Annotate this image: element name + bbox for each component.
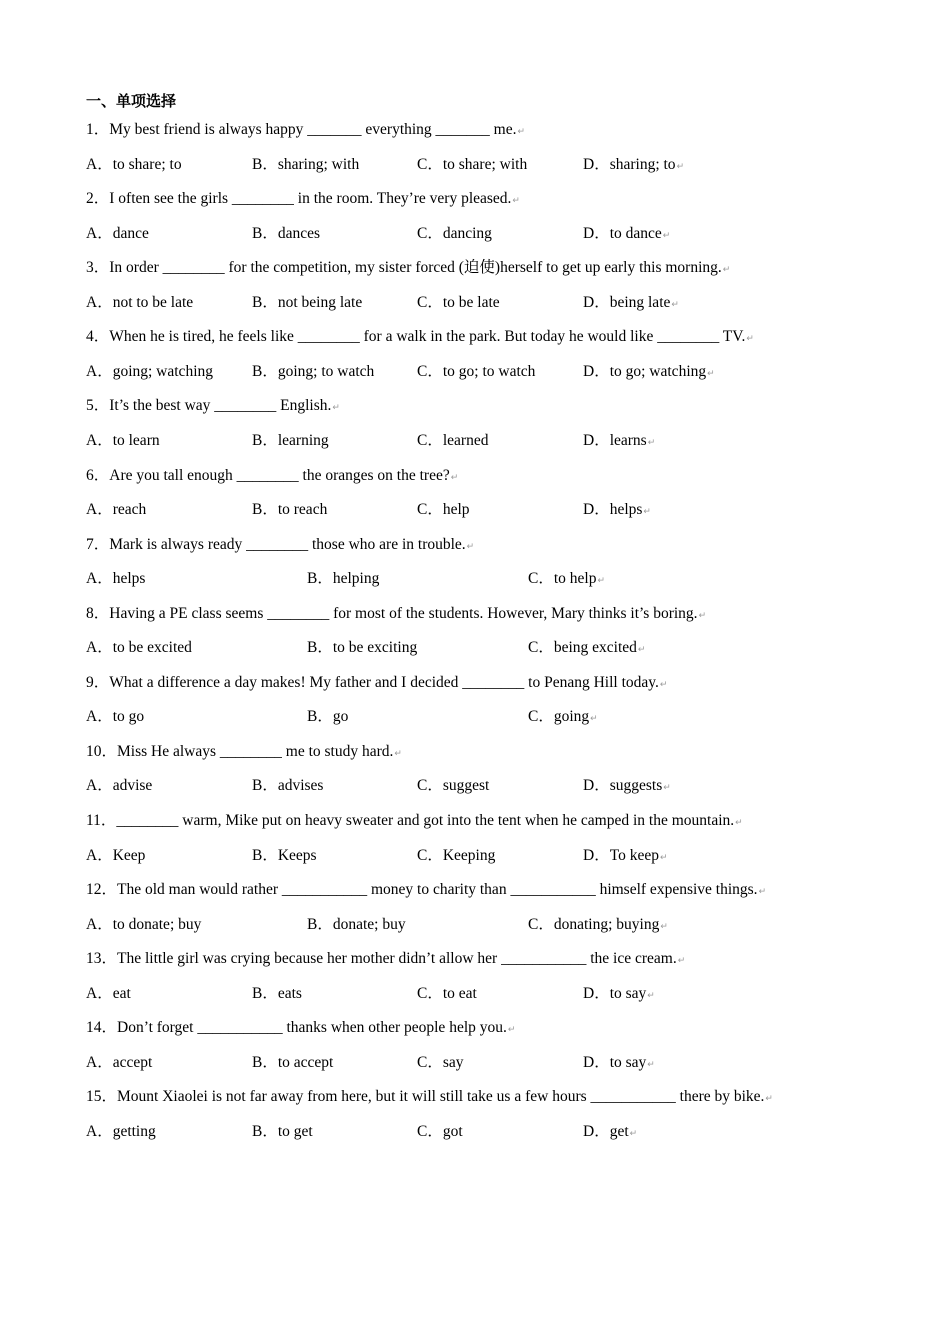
answer-option xyxy=(252,843,317,865)
paragraph-mark-icon: ↵ xyxy=(512,195,520,206)
option-text: B．to get xyxy=(252,1122,313,1140)
question-stem xyxy=(86,877,766,899)
option-text: D．to dance xyxy=(583,224,662,242)
option-text: D．to say xyxy=(583,984,647,1002)
option-text: B．to accept xyxy=(252,1053,334,1071)
question-text: 12．The old man would rather ___________ money to charity than ___________ himself expensive things. xyxy=(86,881,758,899)
paragraph-mark-icon: ↵ xyxy=(643,506,651,516)
question-text: 4．When he is tired, he feels like ________ for a walk in the park. But today he would like ________ TV. xyxy=(86,328,746,346)
question-text: 7．Mark is always ready ________ those who are in trouble. xyxy=(86,535,466,553)
answer-option xyxy=(252,1050,333,1072)
answer-option xyxy=(86,566,145,588)
paragraph-mark-icon: ↵ xyxy=(647,1058,655,1069)
option-text: C．to be late xyxy=(417,293,500,311)
answer-option xyxy=(252,290,362,312)
answer-option xyxy=(86,912,201,934)
answer-option xyxy=(583,1119,637,1141)
answer-option xyxy=(86,1050,152,1072)
option-text: A．to go xyxy=(86,708,145,726)
question-stem xyxy=(86,255,730,277)
answer-option xyxy=(583,428,655,450)
paragraph-mark-icon: ↵ xyxy=(662,229,671,240)
answer-option xyxy=(252,497,327,519)
question-text: 6．Are you tall enough ________ the oranges on the tree? xyxy=(86,466,450,484)
question-text: 10．Miss He always ________ me to study hard. xyxy=(86,742,394,760)
option-text: C．Keeping xyxy=(417,846,496,864)
option-text: A．dance xyxy=(86,224,149,242)
question-stem xyxy=(86,601,706,623)
answer-option xyxy=(86,290,193,312)
option-text: C．to help xyxy=(528,570,597,588)
answer-option xyxy=(417,1119,463,1141)
paragraph-mark-icon: ↵ xyxy=(597,575,606,586)
question-stem xyxy=(86,324,754,346)
answer-option xyxy=(417,1050,464,1072)
question-stem xyxy=(86,1084,773,1106)
paragraph-mark-icon: ↵ xyxy=(507,1024,516,1035)
answer-option xyxy=(528,635,645,657)
paragraph-mark-icon: ↵ xyxy=(758,886,767,897)
answer-option xyxy=(417,152,527,174)
option-text: A．not to be late xyxy=(86,293,194,311)
paragraph-mark-icon: ↵ xyxy=(707,367,715,378)
option-text: A．Keep xyxy=(86,846,146,864)
answer-option xyxy=(583,497,651,519)
answer-option xyxy=(86,497,146,519)
option-text: C．dancing xyxy=(417,224,492,242)
option-text: A．to be excited xyxy=(86,639,192,657)
answer-option xyxy=(86,428,160,450)
option-text: A．reach xyxy=(86,501,147,518)
question-stem xyxy=(86,463,458,485)
question-text: 11．________ warm, Mike put on heavy sweater and got into the tent when he camped in the mountain. xyxy=(86,812,735,829)
option-text: C．to go; to watch xyxy=(417,362,536,380)
paragraph-mark-icon: ↵ xyxy=(590,713,598,724)
question-stem xyxy=(86,670,667,692)
option-text: D．suggests xyxy=(583,777,663,795)
option-text: D．To keep xyxy=(583,846,659,864)
question-text: 13．The little girl was crying because her mother didn’t allow her ___________ the ice cream. xyxy=(86,950,677,968)
question-stem xyxy=(86,946,685,968)
answer-option xyxy=(252,152,359,174)
option-text: D．being late xyxy=(583,293,671,311)
option-text: A．helps xyxy=(86,570,146,588)
option-text: B．donate; buy xyxy=(307,915,406,933)
option-text: C．help xyxy=(417,501,470,518)
paragraph-mark-icon: ↵ xyxy=(466,540,475,551)
question-stem xyxy=(86,1015,515,1037)
option-text: A．to learn xyxy=(86,431,160,449)
paragraph-mark-icon: ↵ xyxy=(647,436,656,447)
paragraph-mark-icon: ↵ xyxy=(450,471,459,482)
option-text: A．going; watching xyxy=(86,362,213,380)
paragraph-mark-icon: ↵ xyxy=(765,1093,773,1104)
answer-option xyxy=(86,152,182,174)
option-text: C．suggest xyxy=(417,777,490,795)
answer-option xyxy=(252,221,320,243)
option-text: C．learned xyxy=(417,431,489,449)
answer-option xyxy=(307,912,406,934)
answer-option xyxy=(583,221,670,243)
question-text: 14．Don’t forget ___________ thanks when other people help you. xyxy=(86,1019,507,1037)
paragraph-mark-icon: ↵ xyxy=(746,333,754,344)
option-text: B．sharing; with xyxy=(252,155,360,173)
paragraph-mark-icon: ↵ xyxy=(659,851,668,862)
option-text: B．eats xyxy=(252,984,302,1002)
paragraph-mark-icon: ↵ xyxy=(332,402,340,413)
answer-option xyxy=(307,635,417,657)
option-text: A．to donate; buy xyxy=(86,915,202,933)
paragraph-mark-icon: ↵ xyxy=(677,955,686,966)
option-text: C．to eat xyxy=(417,984,477,1002)
question-stem xyxy=(86,532,474,554)
question-text: 9．What a difference a day makes! My father and I decided ________ to Penang Hill today. xyxy=(86,673,659,691)
option-text: B．dances xyxy=(252,224,321,242)
option-text: A．accept xyxy=(86,1053,153,1071)
answer-option xyxy=(583,152,684,174)
answer-option xyxy=(86,359,213,381)
answer-option xyxy=(583,359,715,381)
option-text: D．to say xyxy=(583,1053,647,1071)
answer-option xyxy=(417,497,470,519)
answer-option xyxy=(417,290,500,312)
section-title: 一、单项选择 xyxy=(86,92,177,110)
paragraph-mark-icon: ↵ xyxy=(659,678,668,689)
option-text: B．to be exciting xyxy=(307,639,418,657)
answer-option xyxy=(417,359,535,381)
question-text: 5．It’s the best way ________ English. xyxy=(86,397,332,415)
question-text: 15．Mount Xiaolei is not far away from here, but it will still take us a few hours ___________ there by bike. xyxy=(86,1088,765,1106)
answer-option xyxy=(417,428,488,450)
paragraph-mark-icon: ↵ xyxy=(637,644,646,655)
question-stem xyxy=(86,186,520,208)
option-text: B．going; to watch xyxy=(252,362,375,380)
answer-option xyxy=(86,981,131,1003)
option-text: C．got xyxy=(417,1122,463,1140)
answer-option xyxy=(583,981,655,1003)
answer-option xyxy=(86,843,145,865)
paragraph-mark-icon: ↵ xyxy=(629,1127,638,1138)
answer-option xyxy=(252,1119,313,1141)
option-text: B．go xyxy=(307,708,349,726)
paragraph-mark-icon: ↵ xyxy=(722,264,731,275)
answer-option xyxy=(417,773,489,795)
paragraph-mark-icon: ↵ xyxy=(676,160,685,171)
option-text: B．Keeps xyxy=(252,846,317,864)
answer-option xyxy=(528,912,668,934)
paragraph-mark-icon: ↵ xyxy=(517,126,526,136)
option-text: B．to reach xyxy=(252,501,328,518)
paragraph-mark-icon: ↵ xyxy=(671,298,679,309)
option-text: D．get xyxy=(583,1122,629,1140)
option-text: A．eat xyxy=(86,984,131,1002)
paragraph-mark-icon: ↵ xyxy=(735,817,743,827)
answer-option xyxy=(252,981,302,1003)
option-text: C．to share; with xyxy=(417,155,528,173)
question-stem xyxy=(86,808,743,830)
answer-option xyxy=(86,773,152,795)
answer-option xyxy=(583,843,668,865)
paragraph-mark-icon: ↵ xyxy=(663,782,671,793)
option-text: B．helping xyxy=(307,570,380,588)
option-text: A．advise xyxy=(86,777,153,795)
answer-option xyxy=(583,773,671,795)
question-text: 1．My best friend is always happy _______ everything _______ me. xyxy=(86,121,517,138)
answer-option xyxy=(528,704,598,726)
answer-option xyxy=(252,428,329,450)
answer-option xyxy=(528,566,605,588)
answer-option xyxy=(86,704,144,726)
option-text: B．learning xyxy=(252,431,329,449)
answer-option xyxy=(86,221,149,243)
option-text: D．helps xyxy=(583,501,643,518)
question-text: 3．In order ________ for the competition, my sister forced (迫使)herself to get up early this morning. xyxy=(86,259,722,277)
paragraph-mark-icon: ↵ xyxy=(647,989,655,1000)
question-stem xyxy=(86,117,525,139)
answer-option xyxy=(86,1119,156,1141)
paragraph-mark-icon: ↵ xyxy=(394,747,402,758)
option-text: D．to go; watching xyxy=(583,362,707,380)
answer-option xyxy=(252,359,374,381)
option-text: C．donating; buying xyxy=(528,915,660,933)
option-text: D．learns xyxy=(583,431,647,449)
answer-option xyxy=(307,704,348,726)
answer-option xyxy=(252,773,323,795)
answer-option xyxy=(583,1050,655,1072)
answer-option xyxy=(86,635,192,657)
answer-option xyxy=(417,981,477,1003)
option-text: B．not being late xyxy=(252,293,363,311)
option-text: C．being excited xyxy=(528,639,637,657)
answer-option xyxy=(417,843,495,865)
option-text: B．advises xyxy=(252,777,324,795)
option-text: A．to share; to xyxy=(86,155,182,173)
option-text: D．sharing; to xyxy=(583,155,676,173)
answer-option xyxy=(307,566,379,588)
option-text: C．going xyxy=(528,708,590,726)
answer-option xyxy=(417,221,492,243)
question-stem xyxy=(86,739,402,761)
question-text: 8．Having a PE class seems ________ for most of the students. However, Mary thinks it’s boring. xyxy=(86,604,698,622)
paragraph-mark-icon: ↵ xyxy=(698,609,707,620)
question-stem xyxy=(86,393,340,415)
option-text: C．say xyxy=(417,1053,464,1071)
option-text: A．getting xyxy=(86,1122,156,1140)
answer-option xyxy=(583,290,679,312)
paragraph-mark-icon: ↵ xyxy=(660,920,668,931)
question-text: 2．I often see the girls ________ in the room. They’re very pleased. xyxy=(86,190,512,208)
